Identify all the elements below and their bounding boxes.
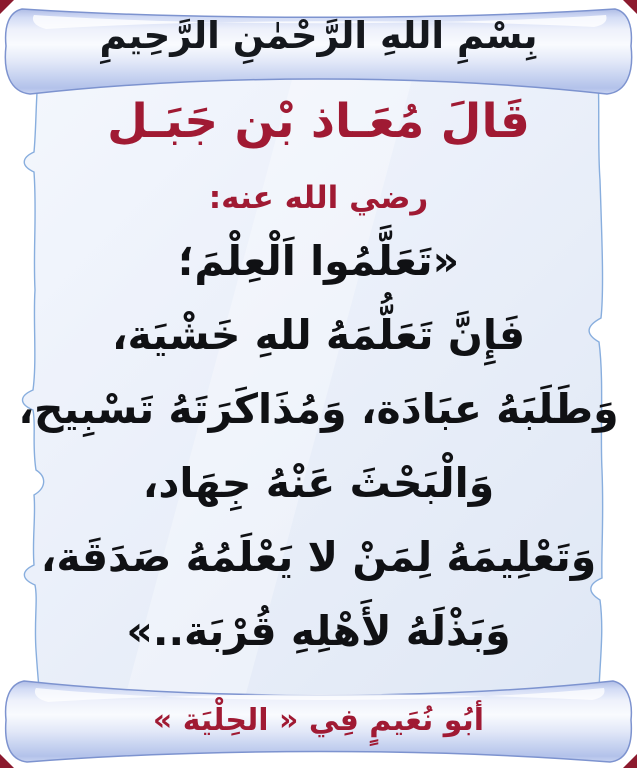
quote-line-4: وَالْبَحْثَ عَنْهُ جِهَاد، <box>142 459 495 507</box>
speaker-honorific: رضي الله عنه: <box>208 180 429 216</box>
quote-line-2: فَإِنَّ تَعَلُّمَهُ للهِ خَشْيَة، <box>111 311 526 359</box>
quote-line-1: «تَعَلَّمُوا اَلْعِلْمَ؛ <box>177 237 460 285</box>
quote-body <box>0 224 637 668</box>
basmala-calligraphy: بِسْمِ اللهِ الرَّحْمٰنِ الرَّحِيمِ <box>99 14 538 57</box>
quote-line-6: وَبَذْلَهُ لأَهْلِهِ قُرْبَة..» <box>126 607 511 655</box>
quote-line-3: وَطَلَبَهُ عبَادَة، وَمُذَاكَرَتَهُ تَسْبِيح، <box>18 385 619 433</box>
quote-speaker-title: قَالَ مُعَـاذ بْن جَبَـل <box>107 94 530 149</box>
source-attribution: أبُو نُعَيمٍ فِي « الحِلْيَة » <box>152 703 485 738</box>
quote-line-5: وَتَعْلِيمَهُ لِمَنْ لا يَعْلَمُهُ صَدَقَة، <box>40 533 597 581</box>
